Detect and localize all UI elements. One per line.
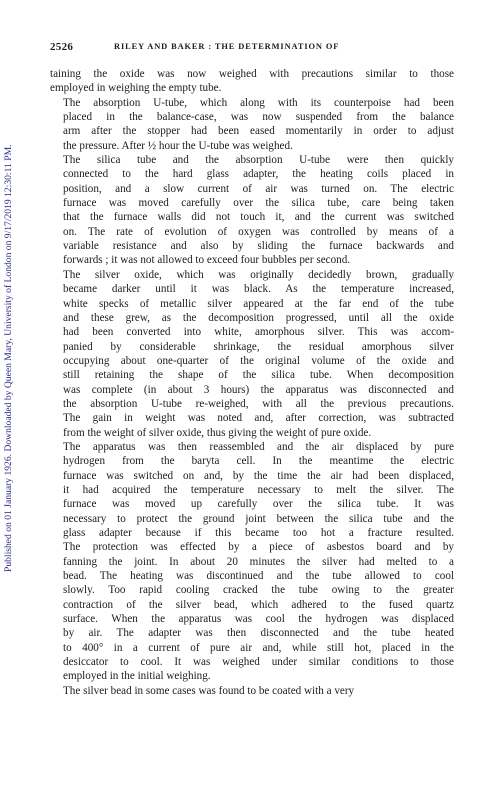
text-line: The absorption U-tube, which along with its counterpoise had been <box>63 96 454 109</box>
text-line: hydrogen from the baryta cell. In the meantime the electric <box>63 455 454 468</box>
text-line: The apparatus was then reassembled and the air displaced by pure <box>63 440 454 453</box>
text-line: by air. The adapter was then disconnected and the tube heated <box>63 627 454 640</box>
body-text <box>50 67 454 698</box>
text-line: The silica tube and the absorption U-tube were then quickly <box>63 154 454 167</box>
paragraph <box>50 67 454 96</box>
publication-stamp: Published on 01 January 1926. Downloaded by Queen Mary, University of London on 9/17/2019 12:30:11 PM. <box>3 144 14 572</box>
paragraph <box>50 684 454 698</box>
text-line: white specks of metallic silver appeared at the far end of the tube <box>63 297 454 310</box>
text-line: employed in weighing the empty tube. <box>50 82 222 95</box>
text-line: connected to the hard glass adapter, the heating coils placed in <box>63 168 454 181</box>
text-line: fanning the joint. In about 20 minutes the silver had melted to a <box>63 555 454 568</box>
text-line: furnace was moved up carefully over the silica tube. It was <box>63 498 454 511</box>
text-line: glass adapter because if this became too hot a fracture resulted. <box>63 527 454 539</box>
text-line: forwards ; it was not allowed to exceed four bubbles per second. <box>63 254 351 267</box>
text-line: to 400° in a current of pure air and, while still hot, placed in the <box>63 641 454 654</box>
page-header <box>50 41 454 55</box>
text-line: desiccator to cool. It was weighed under similar conditions to those <box>63 656 454 669</box>
text-line: still retaining the shape of the silica tube. When decomposition <box>63 369 454 382</box>
text-line: was complete (in about 3 hours) the apparatus was disconnected and <box>63 383 454 396</box>
text-line: furnace was switched on and, by the time the air had been displaced, <box>63 469 454 482</box>
text-line: The silver bead in some cases was found to be coated with a very <box>63 684 355 697</box>
text-line: contraction of the silver bead, which adhered to the fused quartz <box>63 598 454 611</box>
text-line: became darker until it was black. As the temperature increased, <box>63 283 454 296</box>
text-line: arm after the stopper had been eased momentarily in order to adjust <box>63 125 454 138</box>
text-line: the absorption U-tube re-weighed, with all the previous precautions. <box>63 397 454 410</box>
running-head: RILEY AND BAKER : THE DETERMINATION OF <box>114 42 340 51</box>
text-line: position, and a slow current of air was turned on. The electric <box>63 182 454 195</box>
text-line: The protection was effected by a piece of asbestos board and by <box>63 541 454 554</box>
text-line: and these grew, as the decomposition progressed, until all the oxide <box>63 311 454 324</box>
text-line: furnace was moved carefully over the silica tube, care being taken <box>63 197 454 210</box>
text-line: bead. The heating was discontinued and the tube allowed to cool <box>63 570 454 583</box>
paragraph <box>50 96 454 153</box>
text-line: placed in the balance-case, was now suspended from the balance <box>63 111 454 124</box>
text-line: surface. When the apparatus was cool the hydrogen was displaced <box>63 613 454 626</box>
text-line: variable resistance and also by sliding the furnace backwards and <box>63 240 454 253</box>
text-line: that the furnace walls did not touch it, and the current was switched <box>63 211 454 224</box>
paragraph <box>50 268 454 440</box>
text-line: panied by considerable shrinkage, the residual amorphous silver <box>63 340 454 353</box>
text-line: slowly. Too rapid cooling cracked the tube owing to the greater <box>63 584 454 597</box>
text-line: taining the oxide was now weighed with precautions similar to those <box>50 68 454 80</box>
text-line: the pressure. After ½ hour the U-tube was weighed. <box>63 139 293 152</box>
text-line: had been converted into white, amorphous silver. This was accom- <box>63 326 454 339</box>
text-line: from the weight of silver oxide, thus giving the weight of pure oxide. <box>63 426 372 439</box>
text-line: The silver oxide, which was originally decidedly brown, gradually <box>63 268 454 281</box>
text-line: occupying about one-quarter of the original volume of the oxide and <box>63 354 454 367</box>
page-number: 2526 <box>50 41 74 53</box>
paragraph <box>50 440 454 684</box>
text-line: it had acquired the temperature necessary to melt the silver. The <box>63 483 454 496</box>
paragraph <box>50 153 454 268</box>
text-line: necessary to protect the ground joint between the silica tube and the <box>63 512 454 525</box>
text-line: The gain in weight was noted and, after correction, was subtracted <box>63 412 454 425</box>
text-line: employed in the initial weighing. <box>63 670 211 683</box>
text-line: on. The rate of evolution of oxygen was controlled by means of a <box>63 225 454 238</box>
